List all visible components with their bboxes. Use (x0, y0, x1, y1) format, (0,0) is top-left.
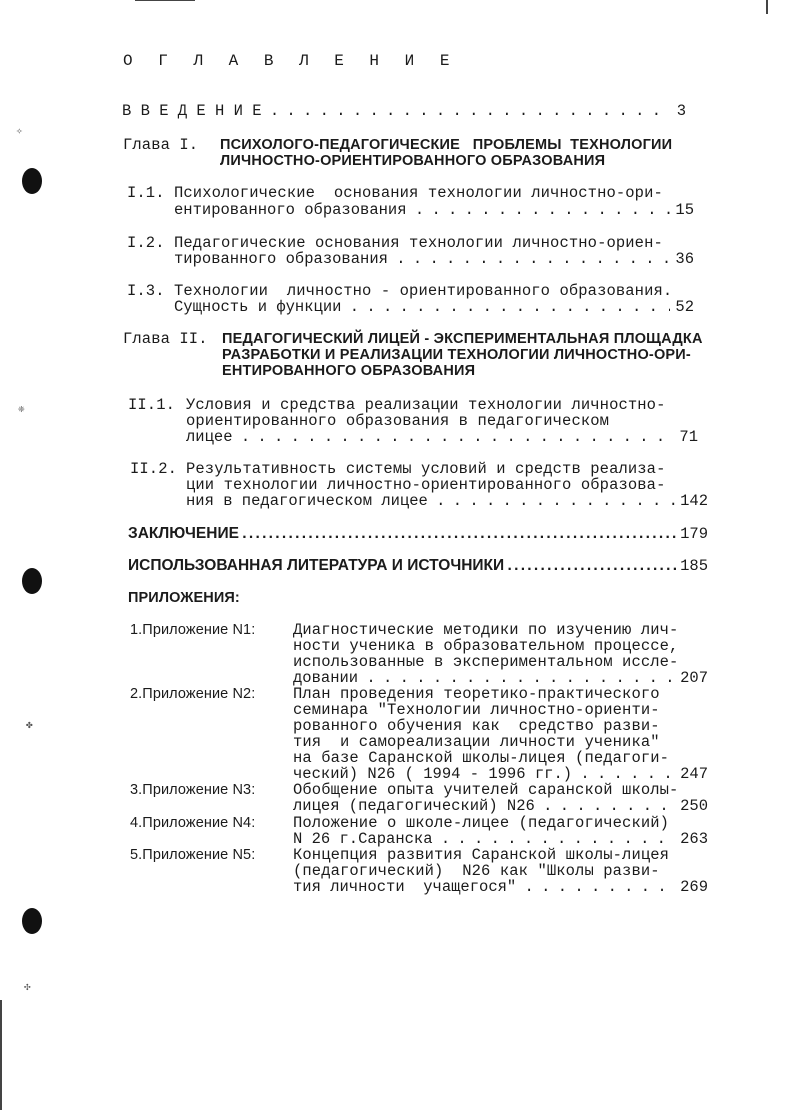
appendix-label: 4.Приложение N4: (130, 815, 256, 831)
section-page: 142 (680, 492, 708, 510)
section-text: Технологии личностно - ориентированного образования. (174, 282, 673, 300)
appendix-text: на базе Саранской школы-лицея (педагоги- (293, 749, 670, 767)
section-number: II.1. (128, 396, 176, 414)
appendix-text: тия и самореализации личности ученика" (293, 733, 660, 751)
punch-hole (22, 168, 42, 194)
section-number: I.3. (127, 282, 165, 300)
appendix-label: 5.Приложение N5: (130, 847, 256, 863)
scan-speck: ✣ (24, 982, 31, 994)
toc-title: О Г Л А В Л Е Н И Е (123, 52, 458, 70)
section-page: 36 (675, 250, 694, 268)
section-number: I.2. (127, 234, 165, 252)
appendix-label: 2.Приложение N2: (130, 686, 256, 702)
appendix-text: лицея (педагогический) N26 . . . (293, 797, 676, 815)
scan-edge (135, 0, 195, 1)
appendix-text: семинара "Технологии личностно-ориенти- (293, 701, 660, 719)
scan-edge (0, 1000, 2, 1110)
chapter2-title-line2: РАЗРАБОТКИ И РЕАЛИЗАЦИИ ТЕХНОЛОГИИ ЛИЧНОСТНО-ОРИ- (222, 347, 691, 363)
section-text: Педагогические основания технологии личностно-ориен- (174, 234, 663, 252)
section-text: Условия и средства реализации технологии личностно- (186, 396, 666, 414)
appendix-text: Обобщение опыта учителей саранской школы- (293, 781, 679, 799)
chapter1-title-line2: ЛИЧНОСТНО-ОРИЕНТИРОВАННОГО ОБРАЗОВАНИЯ (220, 153, 606, 169)
appendix-label: 3.Приложение N3: (130, 782, 256, 798)
appendix-text: рованного обучения как средство разви- (293, 717, 660, 735)
section-text: Сущность и функции . . . (174, 298, 670, 316)
conclusion-page: 179 (680, 525, 708, 543)
intro-page: 3 (676, 102, 686, 120)
chapter2-title-line1: ПЕДАГОГИЧЕСКИЙ ЛИЦЕЙ - ЭКСПЕРИМЕНТАЛЬНАЯ ПЛОЩАДКА (222, 331, 703, 347)
literature-label: ИСПОЛЬЗОВАННАЯ ЛИТЕРАТУРА И ИСТОЧНИКИ . . . (128, 557, 676, 575)
section-page: 71 (679, 428, 698, 446)
section-text: ции технологии личностно-ориентированного образова- (186, 476, 666, 494)
appendix-page: 250 (680, 797, 708, 815)
section-text: тированного образования . . . (174, 250, 670, 268)
section-text: Психологические основания технологии личностно-ори- (174, 184, 663, 202)
literature-page: 185 (680, 557, 708, 575)
section-text: Результативность системы условий и средств реализа- (186, 460, 666, 478)
appendix-text: (педагогический) N26 как "Школы разви- (293, 862, 660, 880)
appendix-page: 247 (680, 765, 708, 783)
appendix-page: 207 (680, 669, 708, 687)
scan-speck: ✧ (16, 126, 23, 138)
appendix-page: 269 (680, 878, 708, 896)
section-text: ния в педагогическом лицее . . . (186, 492, 676, 510)
section-number: I.1. (127, 184, 165, 202)
appendix-text: План проведения теоретико-практического (293, 685, 660, 703)
chapter2-title-line3: ЕНТИРОВАННОГО ОБРАЗОВАНИЯ (222, 363, 476, 379)
scan-speck: ❈ (18, 404, 25, 416)
section-text: лицее . . . (186, 428, 674, 446)
section-text: ориентированного образования в педагогическом (186, 412, 610, 430)
chapter1-title-line1: ПСИХОЛОГО-ПЕДАГОГИЧЕСКИЕ ПРОБЛЕМЫ ТЕХНОЛОГИИ (220, 137, 673, 153)
section-text: ентированного образования . . . (174, 201, 670, 219)
appendix-text: ческий) N26 ( 1994 - 1996 гг.) . . . (293, 765, 676, 783)
appendix-text: N 26 г.Саранска . . . (293, 830, 676, 848)
appendix-page: 263 (680, 830, 708, 848)
punch-hole (22, 908, 42, 934)
appendix-text: тия личности учащегося" . . . (293, 878, 676, 896)
appendix-text: Диагностические методики по изучению лич- (293, 621, 679, 639)
appendix-text: довании . . . (293, 669, 676, 687)
appendix-text: ности ученика в образовательном процессе, (293, 637, 679, 655)
appendix-text: Концепция развития Саранской школы-лицея (293, 846, 670, 864)
appendix-text: Положение о школе-лицее (педагогический) (293, 814, 670, 832)
scan-speck: ✤ (26, 720, 33, 732)
chapter1-label: Глава I. (123, 136, 199, 154)
intro-label: В В Е Д Е Н И Е . . . (122, 102, 672, 120)
scan-edge (766, 0, 768, 14)
punch-hole (22, 568, 42, 594)
appendix-text: использованные в экспериментальном иссле- (293, 653, 679, 671)
chapter2-label: Глава II. (123, 330, 208, 348)
section-page: 52 (675, 298, 694, 316)
section-page: 15 (675, 201, 694, 219)
conclusion-label: ЗАКЛЮЧЕНИЕ . . . (128, 525, 676, 543)
appendices-heading: ПРИЛОЖЕНИЯ: (128, 590, 240, 606)
appendix-label: 1.Приложение N1: (130, 622, 256, 638)
section-number: II.2. (130, 460, 178, 478)
